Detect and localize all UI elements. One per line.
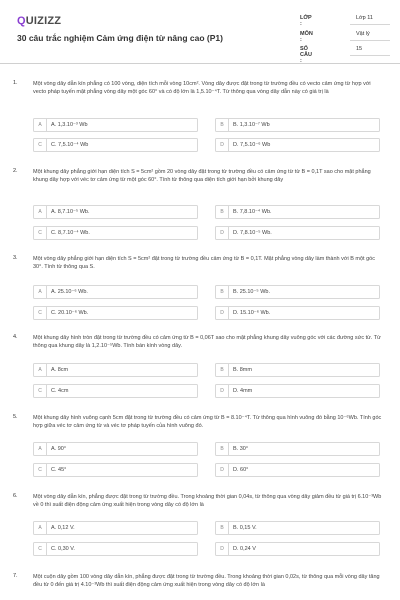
option-d[interactable] (215, 542, 380, 556)
option-c[interactable] (33, 138, 198, 152)
option-text: D. 60° (233, 467, 249, 473)
document-title: 30 câu trắc nghiệm Cảm ứng điện từ nâng cao (P1) (17, 33, 223, 43)
question-number: 2. (13, 168, 18, 174)
option-a[interactable] (33, 363, 198, 377)
option-letter: B (216, 364, 229, 377)
quizizz-logo (17, 15, 61, 27)
option-c[interactable] (33, 384, 198, 398)
option-text: A. 1,3.10⁻³ Wb (51, 122, 88, 128)
option-text: D. 15.10⁻⁶ Wb. (233, 310, 271, 316)
question-text: Một khung dây hình tròn đặt trong từ trường đều có cảm ứng từ B = 0,06T sao cho mặt phẳng khung dây vuông góc với các đường sức từ. Từ thông qua khung dây là 1,2.10⁻⁵Wb. Tính bán kính vòng dây. (33, 335, 381, 349)
question-text: Một khung dây phẳng giới hạn diện tích S = 5cm² gồm 20 vòng dây đặt trong từ trường đều có cảm ứng từ từ B = 0,1T sao cho mặt phẳng khung dây hợp với véc tơ cảm ứng từ một góc 60°. Tính từ thông qua diện tích giới hạn bởi khung dây (33, 169, 371, 183)
meta-class-label: LỚP : (300, 15, 312, 27)
question-text: Một cuộn dây gồm 100 vòng dây dẫn kín, phẳng được đặt trong từ trường đều. Trong khoảng thời gian 0,02s, từ thông qua mỗi vòng dây tăng đều từ 0 đến giá trị 4.10⁻³Wb thì suất điện động cảm ứng xuất hiện trong vòng dây có độ lớn là (33, 574, 380, 588)
option-a[interactable] (33, 521, 198, 535)
option-letter: D (216, 385, 229, 398)
option-c[interactable] (33, 542, 198, 556)
option-letter: A (34, 522, 47, 535)
option-letter: D (216, 139, 229, 152)
option-text: A. 8,7.10⁻⁵ Wb. (51, 209, 90, 215)
option-d[interactable] (215, 138, 380, 152)
option-text: A. 8cm (51, 367, 69, 373)
option-letter: B (216, 119, 229, 132)
question-number: 7. (13, 573, 18, 579)
option-text: B. 25.10⁻⁵ Wb. (233, 289, 270, 295)
option-text: D. 7,8.10⁻⁵ Wb. (233, 230, 272, 236)
logo-q: Q (17, 15, 26, 27)
option-text: D. 0,24 V (233, 546, 256, 552)
question-number: 4. (13, 334, 18, 340)
option-letter: A (34, 286, 47, 299)
worksheet-header (0, 0, 400, 62)
option-text: D. 7,5.10⁻⁶ Wb (233, 142, 271, 148)
meta-subject-value: Vật lý (356, 31, 370, 37)
option-letter: A (34, 206, 47, 219)
option-c[interactable] (33, 463, 198, 477)
option-c[interactable] (33, 226, 198, 240)
option-letter: D (216, 227, 229, 240)
meta-count-label: SỐ CÂU : (300, 46, 312, 64)
option-b[interactable] (215, 442, 380, 456)
option-c[interactable] (33, 306, 198, 320)
option-b[interactable] (215, 205, 380, 219)
option-text: B. 7,8.10⁻⁴ Wb. (233, 209, 272, 215)
option-d[interactable] (215, 384, 380, 398)
option-letter: D (216, 543, 229, 556)
option-a[interactable] (33, 285, 198, 299)
option-letter: A (34, 364, 47, 377)
question-text: Một vòng dây dẫn kín, phẳng được đặt trong từ trường đều. Trong khoảng thời gian 0,04s, từ thông qua vòng dây giảm đều từ giá trị 6.10⁻³Wb về 0 thì suất điện động cảm ứng xuất hiện trong vòng dây có độ lớn là (33, 494, 382, 508)
question-number: 3. (13, 255, 18, 261)
option-letter: A (34, 119, 47, 132)
option-text: B. 8mm (233, 367, 252, 373)
option-letter: A (34, 443, 47, 456)
option-letter: C (34, 307, 47, 320)
option-letter: C (34, 139, 47, 152)
option-letter: B (216, 206, 229, 219)
header-divider (0, 63, 400, 64)
option-a[interactable] (33, 442, 198, 456)
option-a[interactable] (33, 205, 198, 219)
meta-class-value: Lớp 11 (356, 15, 373, 21)
question-text: Một vòng dây dẫn kín phẳng có 100 vòng, diện tích mỗi vòng 10cm². Vòng dây được đặt trong từ trường đều có vecto cảm ứng từ hợp với vecto pháp tuyến mặt phẳng vòng dây một góc 60° và có độ lớn là 1,5.10⁻⁴T. Từ thông qua vòng dây dẫn này có giá trị là (33, 81, 371, 95)
option-text: C. 20.10⁻⁶ Wb. (51, 310, 89, 316)
option-a[interactable] (33, 118, 198, 132)
question-number: 1. (13, 80, 18, 86)
option-text: C. 7,5.10⁻⁴ Wb (51, 142, 89, 148)
option-d[interactable] (215, 306, 380, 320)
option-text: D. 4mm (233, 388, 253, 394)
meta-divider (350, 55, 390, 56)
option-text: A. 90° (51, 446, 67, 452)
option-text: A. 25.10⁻⁶ Wb. (51, 289, 88, 295)
option-d[interactable] (215, 463, 380, 477)
option-text: C. 45° (51, 467, 67, 473)
question-number: 5. (13, 414, 18, 420)
option-b[interactable] (215, 118, 380, 132)
option-text: C. 4cm (51, 388, 69, 394)
option-text: B. 30° (233, 446, 249, 452)
question-text: Một khung dây hình vuông cạnh 5cm đặt trong từ trường đều có cảm ứng từ B = 8.10⁻⁴T. Từ thông qua hình vuông đó bằng 10⁻⁶Wb. Tính góc hợp giữa véc tơ cảm ứng từ và véc tơ pháp tuyến của hình vuông đó. (33, 415, 382, 429)
meta-divider (350, 40, 390, 41)
meta-count-value: 15 (356, 46, 363, 52)
option-letter: B (216, 522, 229, 535)
logo-text: UIZIZZ (25, 15, 62, 27)
option-letter: B (216, 443, 229, 456)
option-b[interactable] (215, 285, 380, 299)
meta-subject-label: MÔN : (300, 31, 313, 43)
option-b[interactable] (215, 521, 380, 535)
option-letter: C (34, 464, 47, 477)
option-b[interactable] (215, 363, 380, 377)
option-text: C. 8,7.10⁻⁴ Wb. (51, 230, 90, 236)
option-letter: C (34, 543, 47, 556)
option-letter: C (34, 385, 47, 398)
question-text: Một vòng dây phẳng giới hạn diện tích S = 5cm² đặt trong từ trường đều cảm ứng từ B = 0,1T. Mặt phẳng vòng dây làm thành với B một góc 30°. Tính từ thông qua S. (33, 256, 375, 270)
option-text: B. 1,3.10⁻⁷ Wb (233, 122, 270, 128)
option-text: C. 0,30 V. (51, 546, 75, 552)
option-letter: D (216, 464, 229, 477)
meta-divider (350, 24, 390, 25)
option-text: B. 0,15 V. (233, 525, 257, 531)
option-letter: D (216, 307, 229, 320)
option-text: A. 0,12 V. (51, 525, 75, 531)
option-letter: B (216, 286, 229, 299)
question-number: 6. (13, 493, 18, 499)
option-d[interactable] (215, 226, 380, 240)
option-letter: C (34, 227, 47, 240)
